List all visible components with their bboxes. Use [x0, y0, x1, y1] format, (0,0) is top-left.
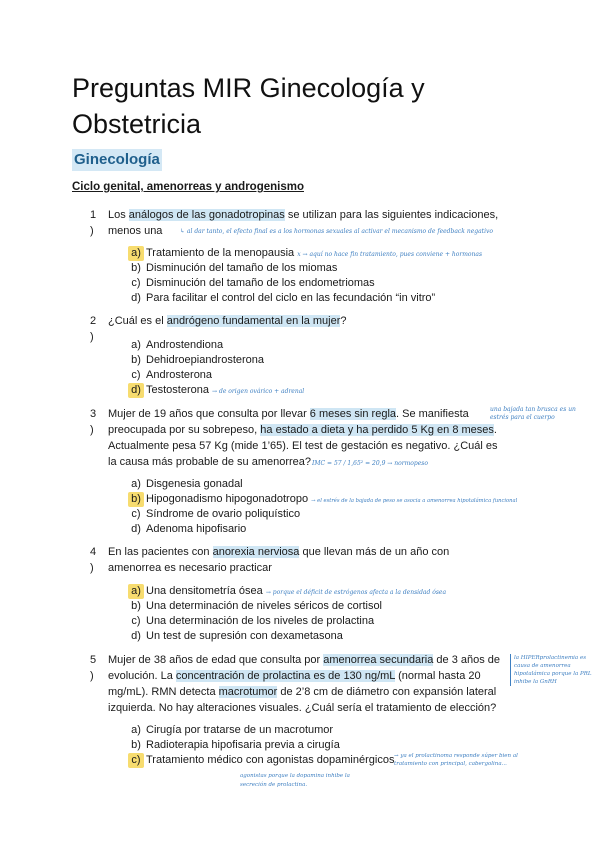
handwritten-note-imc: IMC = 57 / 1,65² = 20,9 → normopeso: [312, 460, 428, 467]
handwritten-note-inline: → ya el prolactinoma responde súper bien al tratamiento con principal, cabergolina...: [394, 753, 518, 767]
option-a: a) Androstendiona: [131, 339, 224, 351]
correct-answer-marker: c): [128, 753, 144, 768]
highlight: macrotumor: [218, 686, 278, 698]
correct-answer-marker: a): [128, 584, 144, 599]
option-c: c) Una determinación de los niveles de prolactina: [131, 615, 375, 627]
option-c: c) Androsterona: [131, 369, 213, 381]
handwritten-note-side: una bajada tan brusca es un estrés para el cuerpo: [490, 406, 576, 421]
options-list: [128, 477, 517, 537]
question-stem: ¿Cuál es el andrógeno fundamental en la mujer?: [108, 315, 347, 327]
correct-answer-marker: a): [128, 246, 144, 261]
question-stem: Mujer de 19 años que consulta por llevar 6 meses sin regla. Se manifiesta preocupada por su sobrepeso, ha estado a dieta y ha perdido 5 Kg en 8 meses. Actualmente pesa 57 Kg (mide 1’65). El test de gestación es negativo. ¿Cuál es la causa más probable de su amenorrea?: [108, 408, 498, 468]
options-list: [128, 584, 446, 644]
handwritten-note: → el estrés de la bajada de peso se asocia a amenorrea hipotalámica funcional: [311, 498, 518, 504]
highlight: andrógeno fundamental en la mujer: [166, 315, 341, 327]
handwritten-note: ↳ al dar tanto, el efecto final es a los hormonas sexuales al activar el mecanismo de feedback negativo: [180, 228, 493, 235]
highlight: concentración de prolactina es de 130 ng/mL: [175, 670, 396, 682]
options-list: [128, 246, 482, 306]
option-d: d) Para facilitar el control del ciclo en las fecundación “in vitro”: [131, 292, 436, 304]
subsection-heading: Ciclo genital, amenorreas y androgenismo: [72, 181, 304, 193]
highlight: 6 meses sin regla: [309, 408, 397, 420]
option-a: a) Cirugía por tratarse de un macrotumor: [131, 724, 334, 736]
option-a: a) Tratamiento de la menopausia x → aquí no hace fin tratamiento, pues conviene + hormonas: [128, 246, 482, 261]
option-d: d) Testosterona → de origen ovárico + adrenal: [128, 383, 304, 398]
correct-answer-marker: d): [128, 383, 144, 398]
option-b: b) Dehidroepiandrosterona: [131, 354, 265, 366]
option-d: d) Un test de supresión con dexametasona: [131, 630, 343, 642]
highlight: análogos de las gonadotropinas: [128, 209, 285, 221]
options-list: [128, 723, 394, 768]
option-a: a) Una densitometría ósea → porque el déficit de estrógenos afecta a la densidad ósea: [128, 584, 446, 599]
question-stem: Mujer de 38 años de edad que consulta por amenorrea secundaria de 3 años de evolución. La concentración de prolactina es de 130 ng/mL (normal hasta 20 mg/mL). RMN detecta macrotumor de 2’8 cm de diámetro con expansión lateral izquierda. No hay alteraciones visuales. ¿Cuál sería el tratamiento de elección?: [108, 654, 501, 714]
option-b: b) Una determinación de niveles séricos de cortisol: [131, 600, 383, 612]
highlight: ha estado a dieta y ha perdido 5 Kg en 8 meses: [260, 424, 494, 436]
options-list: [128, 338, 304, 398]
highlight: anorexia nerviosa: [212, 546, 300, 558]
handwritten-note-bottom: agonistas porque la dopamina inhibe la secreción de prolactina.: [240, 773, 350, 788]
question-stem: En las pacientes con anorexia nerviosa que llevan más de un año con amenorrea es necesario practicar: [108, 546, 450, 574]
option-c: c) Disminución del tamaño de los endometriomas: [131, 277, 375, 289]
option-d: d) Adenoma hipofisario: [131, 523, 247, 535]
option-c: c) Síndrome de ovario poliquístico: [131, 508, 301, 520]
question-stem: Los análogos de las gonadotropinas se utilizan para las siguientes indicaciones, menos una: [108, 209, 499, 237]
correct-answer-marker: b): [128, 492, 144, 507]
question-number: 5 ): [90, 654, 97, 682]
option-b: b) Hipogonadismo hipogonadotropo → el estrés de la bajada de peso se asocia a amenorrea hipotalámica funcional: [128, 492, 517, 507]
question-number: 2 ): [90, 315, 97, 343]
question-number: 1 ): [90, 209, 97, 237]
question-number: 4 ): [90, 546, 97, 574]
option-c: c) Tratamiento médico con agonistas dopaminérgicos: [128, 753, 394, 768]
option-b: b) Radioterapia hipofisaria previa a cirugía: [131, 739, 340, 751]
section-heading: Ginecología: [72, 149, 162, 171]
option-a: a) Disgenesia gonadal: [131, 478, 243, 490]
handwritten-note: → porque el déficit de estrógenos afecta a la densidad ósea: [265, 589, 447, 596]
handwritten-note-side: la HIPERprolactinemia es causa de amenorrea hipotalámica porque la PRL inhibe la GnRH: [510, 654, 596, 686]
highlight: amenorrea secundaria: [323, 654, 434, 666]
question-number: 3 ): [90, 408, 97, 436]
option-b: b) Disminución del tamaño de los miomas: [131, 262, 338, 274]
handwritten-note: → de origen ovárico + adrenal: [212, 388, 305, 395]
page-title: Preguntas MIR Ginecología y Obstetricia: [72, 73, 425, 139]
handwritten-note: x → aquí no hace fin tratamiento, pues conviene + hormonas: [297, 251, 483, 258]
